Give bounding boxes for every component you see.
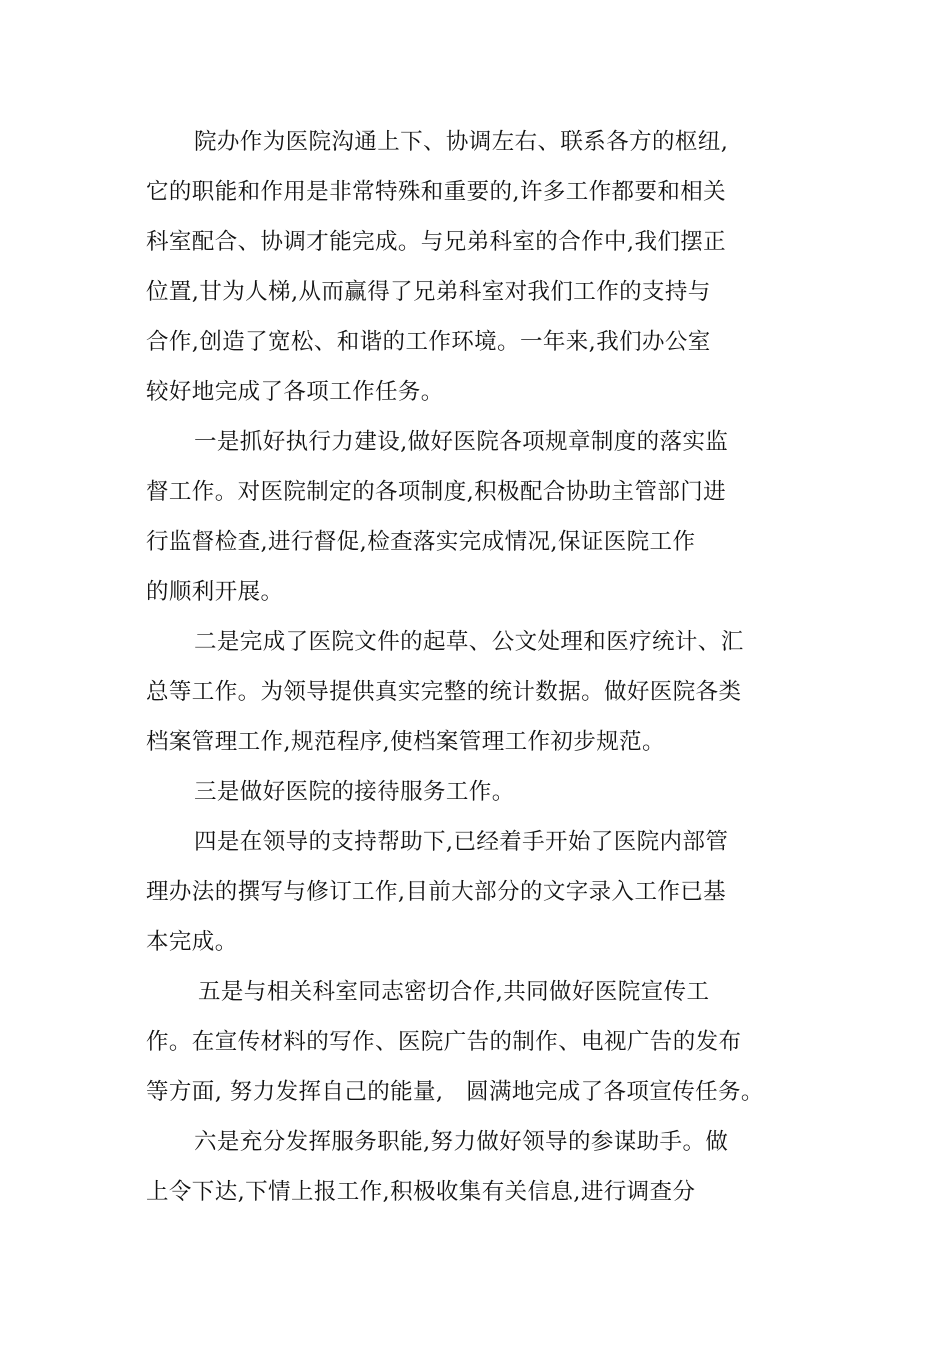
paragraph-7-line-1: 六是充分发挥服务职能,努力做好领导的参谋助手。做 bbox=[194, 1129, 729, 1155]
paragraph-3-line-2: 总等工作。为领导提供真实完整的统计数据。做好医院各类 bbox=[146, 679, 742, 705]
paragraph-5-line-2: 理办法的撰写与修订工作,目前大部分的文字录入工作已基 bbox=[146, 879, 727, 905]
paragraph-2-line-2: 督工作。对医院制定的各项制度,积极配合协助主管部门进 bbox=[146, 479, 727, 505]
paragraph-4-line-1: 三是做好医院的接待服务工作。 bbox=[194, 779, 515, 805]
paragraph-2-line-1: 一是抓好执行力建设,做好医院各项规章制度的落实监 bbox=[194, 429, 729, 455]
paragraph-3-line-3: 档案管理工作,规范程序,使档案管理工作初步规范。 bbox=[146, 729, 665, 755]
paragraph-6-line-1: 五是与相关科室同志密切合作,共同做好医院宣传工 bbox=[198, 979, 710, 1005]
paragraph-6-line-2: 作。在宣传材料的写作、医院广告的制作、电视广告的发布 bbox=[146, 1029, 742, 1055]
paragraph-5-line-1: 四是在领导的支持帮助下,已经着手开始了医院内部管 bbox=[194, 829, 729, 855]
paragraph-2-line-3: 行监督检查,进行督促,检查落实完成情况,保证医院工作 bbox=[146, 529, 696, 555]
paragraph-7-line-2: 上令下达,下情上报工作,积极收集有关信息,进行调查分 bbox=[146, 1179, 696, 1205]
paragraph-1-line-4: 位置,甘为人梯,从而赢得了兄弟科室对我们工作的支持与 bbox=[146, 279, 711, 305]
paragraph-6-line-3: 等方面, 努力发挥自己的能量, 圆满地完成了各项宣传任务。 bbox=[146, 1079, 764, 1105]
paragraph-5-line-3: 本完成。 bbox=[146, 929, 238, 955]
paragraph-1-line-6: 较好地完成了各项工作任务。 bbox=[146, 379, 444, 405]
paragraph-1-line-3: 科室配合、协调才能完成。与兄弟科室的合作中,我们摆正 bbox=[146, 229, 727, 255]
paragraph-1-line-1: 院办作为医院沟通上下、协调左右、联系各方的枢纽, bbox=[194, 129, 729, 155]
paragraph-1-line-5: 合作,创造了宽松、和谐的工作环境。一年来,我们办公室 bbox=[146, 329, 711, 355]
paragraph-1-line-2: 它的职能和作用是非常特殊和重要的,许多工作都要和相关 bbox=[146, 179, 727, 205]
paragraph-3-line-1: 二是完成了医院文件的起草、公文处理和医疗统计、汇 bbox=[194, 629, 744, 655]
paragraph-2-line-4: 的顺利开展。 bbox=[146, 579, 284, 605]
